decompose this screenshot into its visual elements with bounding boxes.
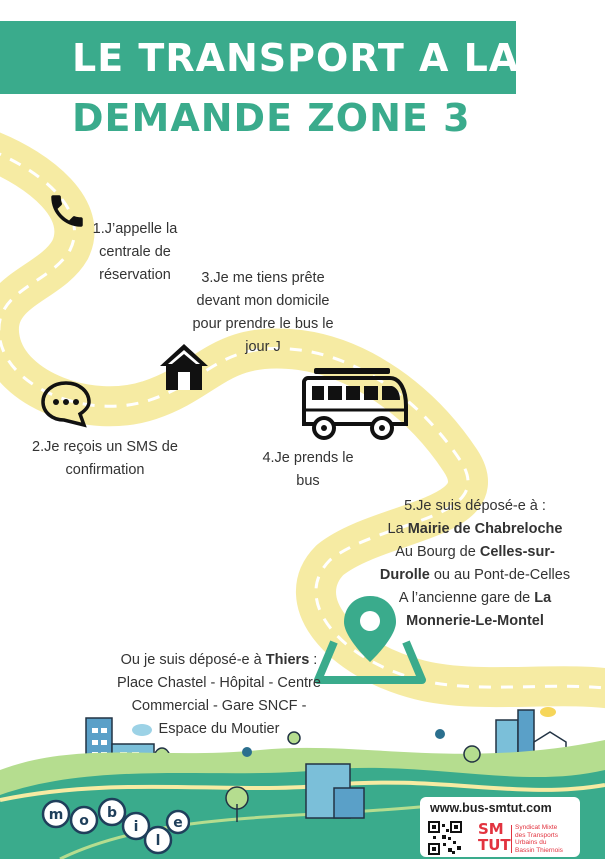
mobile-letter: o — [79, 813, 89, 829]
step-5-line: Durolle ou au Pont-de-Celles — [379, 567, 571, 583]
smtut-desc-line: Bassin Thiernois — [515, 846, 563, 854]
footer-card — [420, 797, 580, 857]
step-1-line: réservation — [99, 267, 171, 283]
step-2-text — [20, 436, 190, 482]
smtut-desc-line: Urbains du — [515, 839, 547, 846]
step-4-text — [250, 447, 366, 493]
chat-bubble-icon — [40, 380, 92, 428]
step-5-line: Au Bourg de Celles-sur- — [395, 544, 555, 560]
mobile-letter: i — [133, 819, 139, 835]
step-1-text — [80, 218, 190, 287]
step-5-line: 5.Je suis déposé-e à : — [404, 498, 546, 514]
house-icon — [158, 342, 210, 392]
step-1-line: 1.J’appelle la — [92, 221, 178, 237]
smtut-description — [515, 824, 563, 854]
step-4-line: 4.Je prends le — [262, 450, 354, 466]
mobile-letter: m — [48, 807, 64, 823]
step-3-line: jour J — [245, 339, 281, 355]
step-1-line: centrale de — [99, 244, 171, 260]
smtut-logo-top: SM — [478, 820, 504, 838]
smtut-logo — [478, 821, 510, 857]
smtut-divider — [511, 825, 512, 853]
mobile-logo — [40, 796, 190, 856]
page-title-line1: LE TRANSPORT A LA — [72, 36, 520, 80]
step-3-line: 3.Je me tiens prête — [201, 270, 325, 286]
step-6-line: Ou je suis déposé-e à Thiers : — [120, 652, 318, 668]
step-6-line: Espace du Moutier — [158, 721, 280, 737]
step-3-line: pour prendre le bus le — [192, 316, 334, 332]
smtut-desc-line: Syndicat Mixte — [515, 824, 558, 831]
mobile-letter: e — [173, 815, 183, 831]
step-5-line: A l’ancienne gare de La — [398, 590, 552, 606]
mobile-letter: l — [155, 833, 161, 849]
smtut-logo-bottom: TUT — [478, 836, 511, 854]
smtut-desc-line: des Transports — [515, 831, 558, 839]
mobile-letter: b — [106, 805, 118, 821]
website-link[interactable]: www.bus-smtut.com — [430, 801, 552, 815]
page-title-line2: DEMANDE ZONE 3 — [72, 96, 471, 140]
step-2-line: 2.Je reçois un SMS de — [32, 439, 178, 455]
step-3-line: devant mon domicile — [196, 293, 330, 309]
step-4-line: bus — [296, 473, 320, 489]
mobile-logo-graphic — [40, 796, 190, 856]
step-5-line: Monnerie-Le-Montel — [406, 613, 544, 629]
step-6-line: Commercial - Gare SNCF - — [131, 698, 307, 714]
step-6-line: Place Chastel - Hôpital - Centre — [117, 675, 321, 691]
bus-icon — [300, 366, 410, 442]
step-5-line: La Mairie de Chabreloche — [387, 521, 563, 537]
step-2-line: confirmation — [65, 462, 145, 478]
qr-code-icon — [428, 821, 462, 855]
